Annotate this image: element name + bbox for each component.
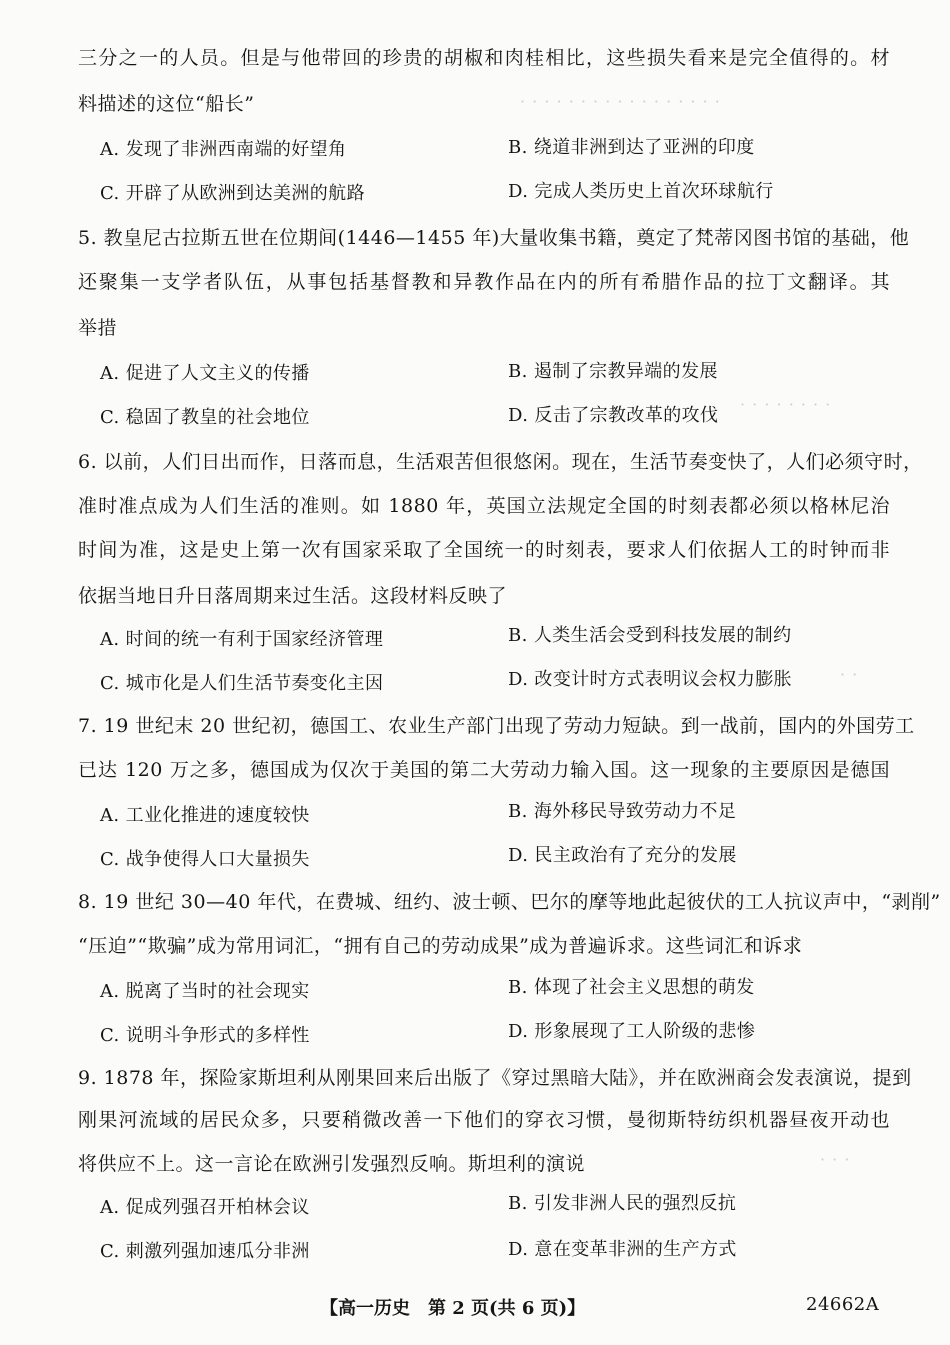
q5-option-a: A. 促进了人文主义的传播: [100, 363, 310, 384]
q6-option-d: D. 改变计时方式表明议会权力膨胀: [508, 669, 793, 690]
bleed-through-text: · ·: [840, 665, 859, 684]
q4-stem-line: 料描述的这位“船长”: [78, 93, 255, 115]
q6-stem-line: 准时准点成为人们生活的准则。如 1880 年，英国立法规定全国的时刻表都必须以格林尼治: [78, 495, 890, 517]
q9-stem-line: 9. 1878 年，探险家斯坦利从刚果回来后出版了《穿过黑暗大陆》，并在欧洲商会发表演说，提到: [78, 1067, 912, 1089]
q7-stem-line: 已达 120 万之多，德国成为仅次于美国的第二大劳动力输入国。这一现象的主要原因是德国: [78, 759, 890, 781]
q5-stem-line: 举措: [78, 317, 118, 339]
q5-stem-line: 5. 教皇尼古拉斯五世在位期间(1446—1455 年)大量收集书籍，奠定了梵蒂冈图书馆的基础，他: [78, 227, 910, 249]
q9-option-b: B. 引发非洲人民的强烈反抗: [508, 1193, 737, 1214]
q5-stem-line: 还聚集一支学者队伍，从事包括基督教和异教作品在内的所有希腊作品的拉丁文翻译。其: [78, 271, 890, 293]
q4-option-d: D. 完成人类历史上首次环球航行: [508, 181, 774, 202]
q8-stem-line: “压迫”“欺骗”成为常用词汇，“拥有自己的劳动成果”成为普遍诉求。这些词汇和诉求: [78, 935, 803, 957]
q7-option-b: B. 海外移民导致劳动力不足: [508, 801, 737, 822]
q9-option-c: C. 刺激列强加速瓜分非洲: [100, 1241, 310, 1262]
q8-option-b: B. 体现了社会主义思想的萌发: [508, 977, 755, 998]
q8-stem-line: 8. 19 世纪 30—40 年代，在费城、纽约、波士顿、巴尔的摩等地此起彼伏的工人抗议声中，“剥削”: [78, 891, 941, 913]
q8-option-d: D. 形象展现了工人阶级的悲惨: [508, 1021, 756, 1042]
bleed-through-text: · · · · · · · · · · · · · · · · ·: [520, 92, 721, 111]
q7-option-a: A. 工业化推进的速度较快: [100, 805, 310, 826]
q6-stem-line: 时间为准，这是史上第一次有国家采取了全国统一的时刻表，要求人们依据人工的时钟而非: [78, 539, 890, 561]
q9-stem-line: 将供应不上。这一言论在欧洲引发强烈反响。斯坦利的演说: [78, 1153, 586, 1175]
q4-option-c: C. 开辟了从欧洲到达美洲的航路: [100, 183, 365, 204]
q5-option-d: D. 反击了宗教改革的攻伐: [508, 405, 719, 426]
bleed-through-text: · · · · · · · ·: [740, 395, 832, 414]
q6-stem-line: 6. 以前，人们日出而作，日落而息，生活艰苦但很悠闲。现在，生活节奏变快了，人们必须守时，: [78, 451, 923, 473]
q6-option-b: B. 人类生活会受到科技发展的制约: [508, 625, 792, 646]
q7-option-d: D. 民主政治有了充分的发展: [508, 845, 737, 866]
q8-option-c: C. 说明斗争形式的多样性: [100, 1025, 310, 1046]
q5-option-b: B. 遏制了宗教异端的发展: [508, 361, 718, 382]
q7-option-c: C. 战争使得人口大量损失: [100, 849, 310, 870]
q8-option-a: A. 脱离了当时的社会现实: [100, 981, 310, 1002]
paper-code: 24662A: [806, 1294, 880, 1315]
bleed-through-text: · · ·: [820, 1150, 851, 1169]
q9-stem-line: 刚果河流域的居民众多，只要稍微改善一下他们的穿衣习惯，曼彻斯特纺织机器昼夜开动也: [78, 1109, 890, 1131]
q9-option-a: A. 促成列强召开柏林会议: [100, 1197, 310, 1218]
q7-stem-line: 7. 19 世纪末 20 世纪初，德国工、农业生产部门出现了劳动力短缺。到一战前，国内的外国劳工: [78, 715, 915, 737]
q5-option-c: C. 稳固了教皇的社会地位: [100, 407, 310, 428]
q4-option-a: A. 发现了非洲西南端的好望角: [100, 139, 347, 160]
q6-stem-line: 依据当地日升日落周期来过生活。这段材料反映了: [78, 585, 508, 607]
q4-option-b: B. 绕道非洲到达了亚洲的印度: [508, 137, 755, 158]
q6-option-a: A. 时间的统一有利于国家经济管理: [100, 629, 384, 650]
q4-stem-line: 三分之一的人员。但是与他带回的珍贵的胡椒和肉桂相比，这些损失看来是完全值得的。材: [78, 47, 890, 69]
page-footer: 【高一历史 第 2 页(共 6 页)】: [320, 1298, 586, 1319]
q9-option-d: D. 意在变革非洲的生产方式: [508, 1239, 737, 1260]
q6-option-c: C. 城市化是人们生活节奏变化主因: [100, 673, 384, 694]
